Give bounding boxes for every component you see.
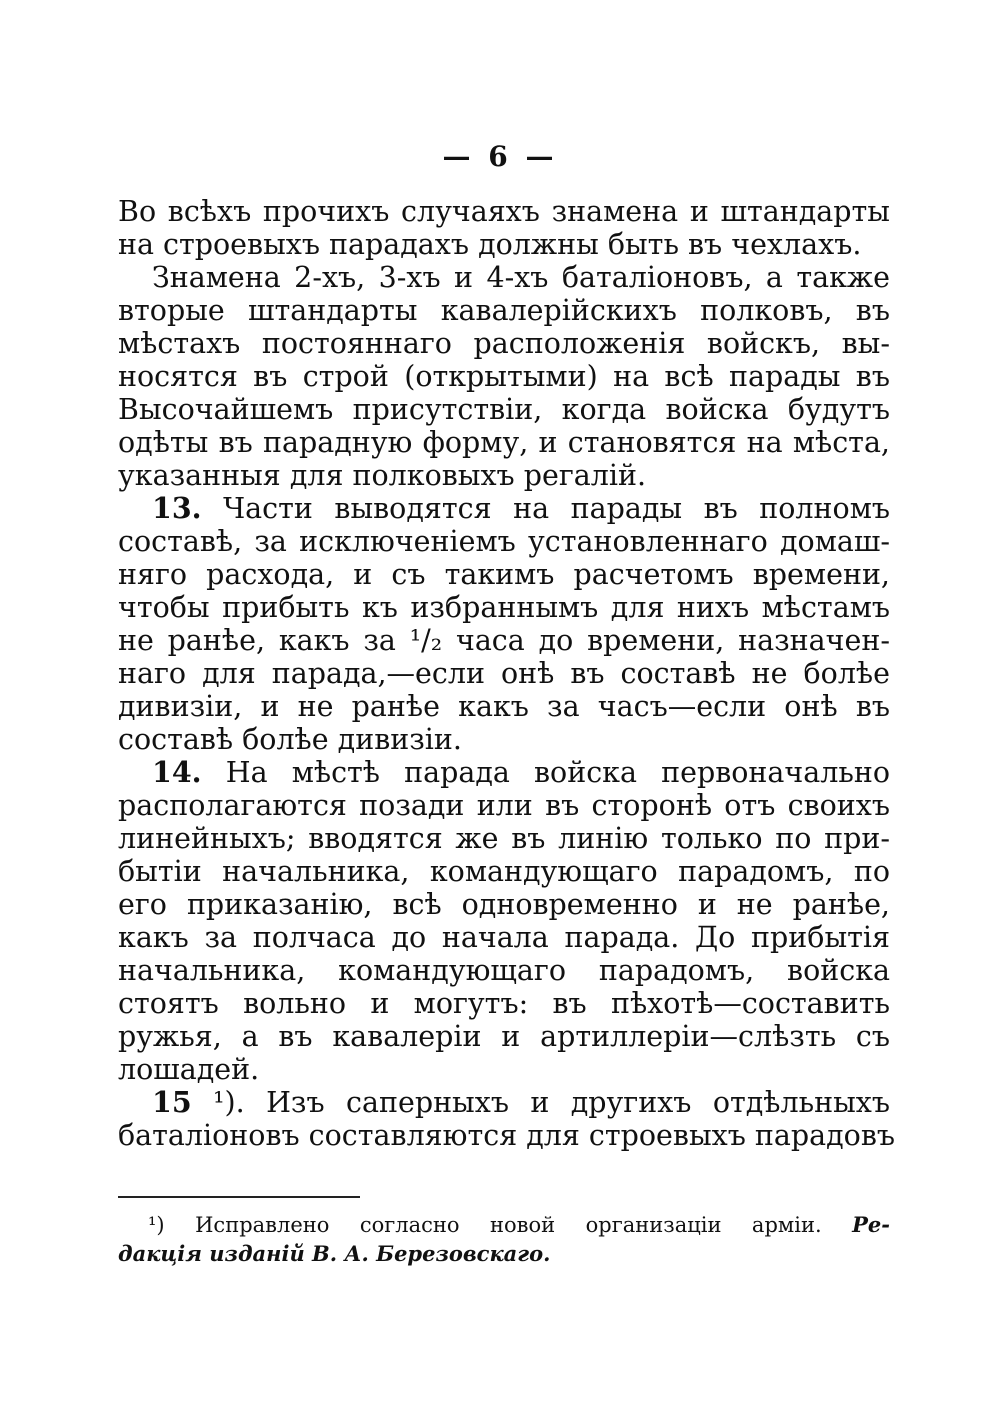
text-line: дивизіи, и не ранѣе какъ за часъ—если онѣ въ (118, 690, 890, 723)
text-line: ружья, а въ кавалеріи и артиллеріи—слѣзть съ (118, 1020, 890, 1053)
text-line: составѣ, за исключеніемъ установленнаго домаш- (118, 525, 890, 558)
body-text (118, 195, 896, 1152)
footnote-italic: Ре- (852, 1212, 890, 1237)
text-line: на строевыхъ парадахъ должны быть въ чехлахъ. (118, 228, 862, 261)
text-line: наго для парада,—если онѣ въ составѣ не болѣе (118, 657, 890, 690)
text-line-section-14 (118, 756, 890, 789)
text-line: одѣты въ парадную форму, и становятся на мѣста, (118, 426, 890, 459)
text-line: Во всѣхъ прочихъ случаяхъ знамена и штандарты (118, 195, 890, 228)
section-number-13: 13. (152, 491, 202, 525)
text-line: указанныя для полковыхъ регалій. (118, 459, 647, 492)
text-line-content: Изъ саперныхъ и другихъ отдѣльныхъ (266, 1086, 890, 1119)
text-line: располагаются позади или въ сторонѣ отъ своихъ (118, 789, 890, 822)
text-line: няго расхода, и съ такимъ расчетомъ времени, (118, 558, 890, 591)
text-line: баталіоновъ составляются для строевыхъ парадовъ (118, 1119, 896, 1152)
text-line: бытіи начальника, командующаго парадомъ, по (118, 855, 890, 888)
text-line: мѣстахъ постояннаго расположенія войскъ, вы- (118, 327, 890, 360)
text-line: носятся въ строй (открытыми) на всѣ парады въ (118, 360, 890, 393)
footnote (118, 1210, 890, 1268)
footnote-text: Исправлено согласно новой организаціи арміи. (164, 1213, 853, 1237)
text-line: составѣ болѣе дивизіи. (118, 723, 462, 756)
text-line: лошадей. (118, 1053, 260, 1086)
section-number-15: 15 (152, 1085, 192, 1119)
text-line: начальника, командующаго парадомъ, войска (118, 954, 890, 987)
text-line: его приказанію, всѣ одновременно и не ранѣе, (118, 888, 890, 921)
text-line: стоятъ вольно и могутъ: въ пѣхотѣ—составить (118, 987, 890, 1020)
footnote-marker: ¹) (148, 1213, 165, 1237)
footnote-line (118, 1239, 890, 1268)
text-line: какъ за полчаса до начала парада. До прибытія (118, 921, 890, 954)
text-line-section-15 (118, 1086, 890, 1119)
text-line: не ранѣе, какъ за ¹/₂ часа до времени, назначен- (118, 624, 890, 657)
section-number-14: 14. (152, 755, 202, 789)
footnote-italic: дакція изданій В. А. Березовскаго. (118, 1241, 551, 1266)
text-line: вторые штандарты кавалерійскихъ полковъ, въ (118, 294, 890, 327)
text-line-section-13 (118, 492, 890, 525)
text-line: чтобы прибыть къ избраннымъ для нихъ мѣстамъ (118, 591, 890, 624)
text-line: Знамена 2-хъ, 3-хъ и 4-хъ баталіоновъ, а также (152, 261, 890, 294)
text-line-content: Части выводятся на парады въ полномъ (223, 492, 890, 525)
footnote-line (118, 1210, 890, 1239)
page-number: — 6 — (442, 140, 558, 173)
text-line: линейныхъ; вводятся же въ линію только по при- (118, 822, 890, 855)
text-line: Высочайшемъ присутствіи, когда войска будутъ (118, 393, 890, 426)
footnote-divider (118, 1196, 360, 1198)
footnote-reference: ¹). (191, 1086, 245, 1119)
text-line-content: На мѣстѣ парада войска первоначально (225, 756, 891, 789)
